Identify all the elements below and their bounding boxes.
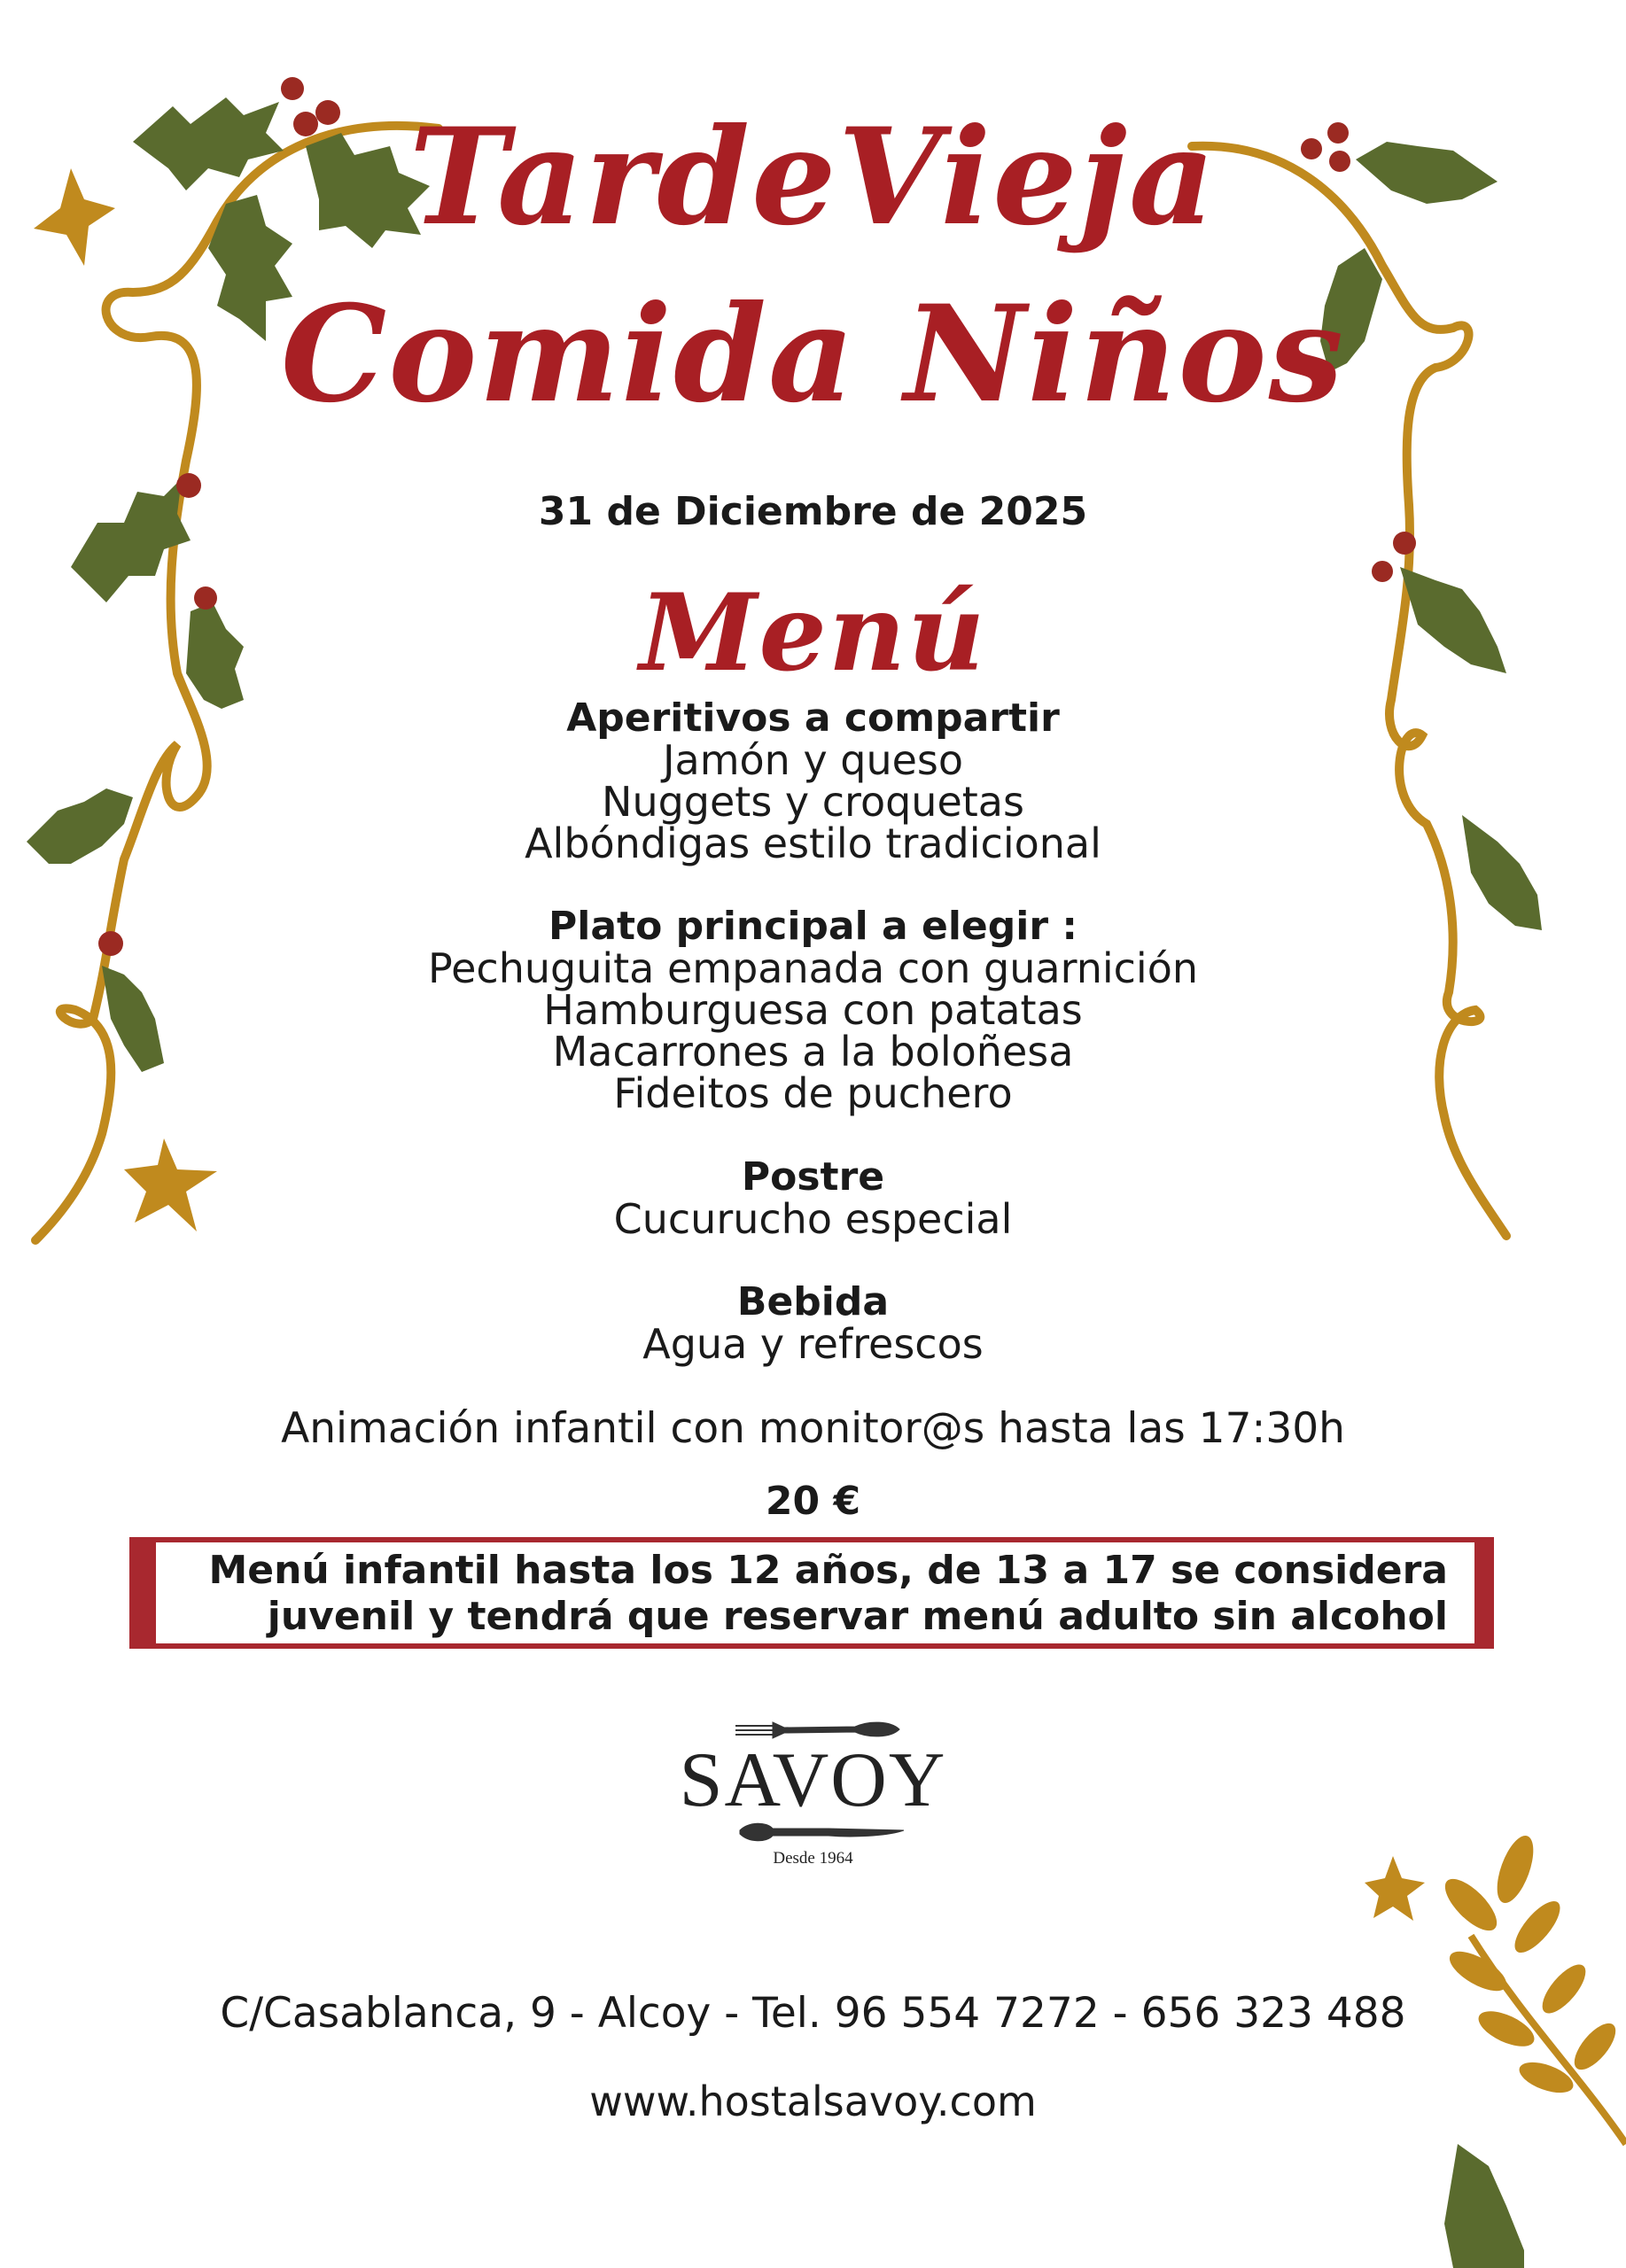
menu-item: Nuggets y croquetas — [602, 778, 1024, 826]
notice-line-1: Menú infantil hasta los 12 años, de 13 a 17 se considera — [208, 1548, 1448, 1593]
title-line-2: Comida Niños — [280, 276, 1346, 432]
notice-line-2: juvenil y tendrá que reservar menú adulto sin alcohol — [267, 1594, 1448, 1639]
price: 20 € — [765, 1479, 861, 1524]
menu-section-postre — [0, 1154, 1626, 1243]
brand-since: Desde 1964 — [773, 1849, 853, 1868]
menu-item: Cucurucho especial — [613, 1195, 1013, 1243]
contact-address: C/Casablanca, 9 - Alcoy - Tel. 96 554 7272 - 656 323 488 — [220, 1989, 1406, 2038]
menu-item: Albóndigas estilo tradicional — [525, 819, 1101, 867]
title-line-1: TardeVieja — [408, 99, 1218, 255]
menu-heading: Menú — [639, 571, 987, 695]
menu-item: Hamburguesa con patatas — [543, 986, 1083, 1034]
menu-item: Fideitos de puchero — [613, 1069, 1013, 1117]
age-notice-box — [129, 1537, 1494, 1649]
event-date: 31 de Diciembre de 2025 — [538, 489, 1088, 534]
menu-item: Jamón y queso — [662, 736, 964, 784]
menu-section-bebida — [0, 1279, 1626, 1368]
animation-note: Animación infantil con monitor@s hasta las 17:30h — [281, 1404, 1345, 1453]
section-title: Plato principal a elegir : — [548, 904, 1078, 949]
website-link[interactable]: www.hostalsavoy.com — [589, 2078, 1037, 2125]
menu-section-principal — [0, 905, 1626, 1115]
knife-icon — [740, 1823, 904, 1841]
menu-section-aperitivos — [0, 697, 1626, 865]
section-title: Postre — [741, 1154, 885, 1200]
menu-item: Pechuguita empanada con guarnición — [428, 944, 1198, 992]
section-title: Aperitivos a compartir — [566, 695, 1060, 741]
menu-item: Macarrones a la boloñesa — [552, 1028, 1074, 1076]
section-title: Bebida — [736, 1279, 890, 1324]
menu-item: Agua y refrescos — [642, 1320, 984, 1368]
brand-name: SAVOY — [679, 1737, 947, 1823]
